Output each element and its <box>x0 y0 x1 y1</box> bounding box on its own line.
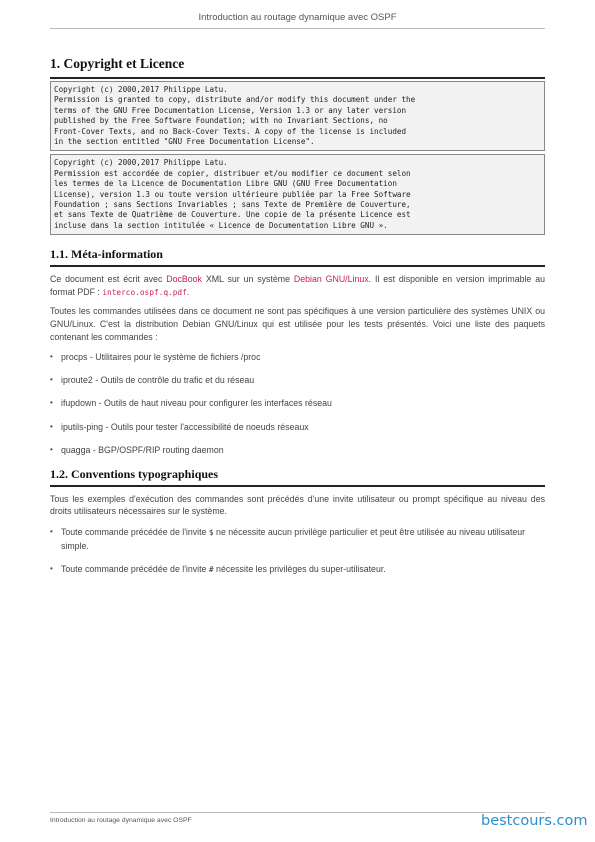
conventions-list <box>50 526 545 576</box>
package-item-text: procps - Utilitaires pour le système de fichiers /proc <box>61 352 261 363</box>
license-english-block: Copyright (c) 2000,2017 Philippe Latu. Permission is granted to copy, distribute and/or modify this document under the terms of the GNU Free Documentation License, Version 1.3 or any later version published by the Free Software Foundation; with no Invariant Sections, no Front-Cover Texts, and no Back-Cover Texts. A copy of the license is included in the section entitled "GNU Free Documentation License". <box>50 81 545 151</box>
license-french-block: Copyright (c) 2000,2017 Philippe Latu. Permission est accordée de copier, distribuer et/ou modifier ce document selon les termes de la Licence de Documentation Libre GNU (GNU Free Documentation License), version 1.3 ou toute version ultérieure publiée par la Free Software Foundation ; sans Sections Invariables ; sans Texte de Première de Couverture, et sans Texte de Quatrième de Couverture. Une copie de la présente Licence est incluse dans la section intitulée « Licence de Documentation Libre GNU ». <box>50 154 545 235</box>
pdf-filename: interco.ospf.q.pdf <box>102 287 187 297</box>
meta-paragraph-2: Toutes les commandes utilisées dans ce document ne sont pas spécifiques à une version particulière des systèmes UNIX ou GNU/Linux. C'est la distribution Debian GNU/Linux qui est utilisée pour les tests présentés. Voici une liste des paquets contenant les commandes : <box>50 306 545 342</box>
meta-text: XML sur un système <box>201 274 294 285</box>
convention-text: Toute commande précédée de l'invite <box>61 563 209 574</box>
package-item-text: iputils-ping - Outils pour tester l'accessibilité de noeuds réseaux <box>61 421 309 432</box>
brand-watermark: bestcours.com <box>481 813 588 829</box>
footer-rule <box>50 812 545 813</box>
meta-text: . <box>186 286 190 297</box>
list-item <box>50 374 545 387</box>
list-item <box>50 351 545 364</box>
hash-prompt: # <box>208 564 214 574</box>
convention-text: ne nécessite aucun privilège particulier et peut être utilisée au niveau utilisateur simple. <box>61 526 526 551</box>
section-heading-copyright: 1. Copyright et Licence <box>50 50 545 79</box>
dollar-prompt: $ <box>208 527 214 537</box>
bullet-icon: • <box>50 375 53 385</box>
section-heading-conventions: 1.2. Conventions typographiques <box>50 467 545 487</box>
meta-paragraph-1 <box>50 273 545 299</box>
package-list <box>50 351 545 456</box>
document-body <box>50 50 545 587</box>
list-item <box>50 444 545 457</box>
bullet-icon: • <box>50 444 53 454</box>
bullet-icon: • <box>50 563 53 573</box>
docbook-link[interactable]: DocBook <box>166 274 202 285</box>
meta-text: . Il est disponible en version imprimable au format PDF : <box>50 274 545 297</box>
list-item <box>50 421 545 434</box>
list-item <box>50 526 545 552</box>
convention-text: nécessite les privilèges du super-utilisateur. <box>213 563 386 574</box>
pdf-file-link[interactable] <box>102 286 190 297</box>
convention-text: Toute commande précédée de l'invite <box>61 526 209 537</box>
package-item-text: quagga - BGP/OSPF/RIP routing daemon <box>61 444 224 455</box>
bullet-icon: • <box>50 526 53 536</box>
bullet-icon: • <box>50 352 53 362</box>
package-item-text: ifupdown - Outils de haut niveau pour configurer les interfaces réseau <box>61 398 332 409</box>
conventions-paragraph: Tous les exemples d'exécution des commandes sont précédés d'une invite utilisateur ou prompt spécifique au niveau des droits utilisateurs nécessaires sur le système. <box>50 493 545 517</box>
header-rule <box>50 28 545 29</box>
page-header-title: Introduction au routage dynamique avec OSPF <box>198 12 397 23</box>
list-item <box>50 563 545 577</box>
footer-title: Introduction au routage dynamique avec OSPF <box>50 817 192 824</box>
bullet-icon: • <box>50 398 53 408</box>
bullet-icon: • <box>50 421 53 431</box>
package-item-text: iproute2 - Outils de contrôle du trafic et du réseau <box>61 375 255 386</box>
section-heading-meta: 1.1. Méta-information <box>50 247 545 267</box>
debian-link[interactable]: Debian GNU/Linux <box>293 274 369 285</box>
meta-text: Ce document est écrit avec <box>50 274 167 285</box>
list-item <box>50 397 545 410</box>
